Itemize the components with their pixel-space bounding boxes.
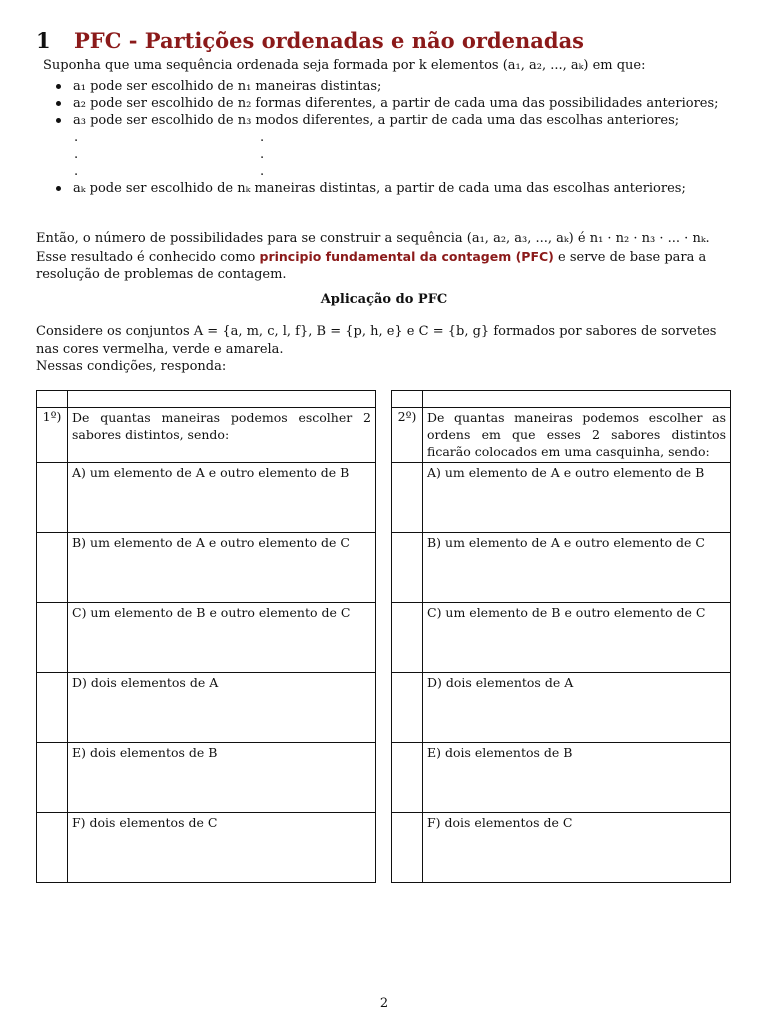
answer-item: F) dois elementos de C: [68, 813, 376, 883]
table-row: [37, 603, 376, 673]
table-row: [37, 463, 376, 533]
question-table-1: [36, 390, 376, 883]
table-row: [392, 673, 731, 743]
table-row: [392, 533, 731, 603]
answer-item: B) um elemento de A e outro elemento de C: [68, 533, 376, 603]
ellipsis-dot: .: [74, 164, 79, 179]
pfc-highlight: principio fundamental da contagem (PFC): [259, 248, 554, 264]
list-item: [54, 112, 719, 129]
section-heading: [36, 28, 584, 53]
list-item: [54, 180, 719, 197]
table-row: [392, 603, 731, 673]
answer-item: B) um elemento de A e outro elemento de C: [423, 533, 731, 603]
bullet-icon: [56, 186, 61, 191]
bullet-text: a₂ pode ser escolhido de n₂ formas diferentes, a partir de cada uma das possibilidades anteriores;: [73, 96, 719, 111]
ellipsis-dot: .: [260, 147, 265, 162]
question-text: De quantas maneiras podemos escolher as ordens em que esses 2 sabores distintos ficarão colocados em uma casquinha, sendo:: [423, 408, 731, 463]
answer-item: F) dois elementos de C: [423, 813, 731, 883]
section-title: PFC - Partições ordenadas e não ordenadas: [74, 28, 584, 53]
page-number: 2: [379, 996, 389, 1011]
table-row: [37, 391, 376, 408]
answer-item: E) dois elementos de B: [68, 743, 376, 813]
answer-item: D) dois elementos de A: [423, 673, 731, 743]
answer-item: D) dois elementos de A: [68, 673, 376, 743]
answer-item: E) dois elementos de B: [423, 743, 731, 813]
table-row: [392, 813, 731, 883]
list-item: [54, 78, 719, 95]
table-row: [392, 391, 731, 408]
question-number: 1º): [37, 408, 68, 463]
question-number: 2º): [392, 408, 423, 463]
paragraph-text: Então, o número de possibilidades para se construir a sequência (a₁, a₂, a₃, ..., aₖ) é n₁ · n₂ · n₃ · ... · nₖ. Esse resultado é conhecido como: [36, 231, 710, 265]
ellipsis-row: [54, 129, 719, 146]
table-row: [37, 408, 376, 463]
table-row: [37, 673, 376, 743]
pfc-paragraph: [36, 230, 732, 284]
answer-item: C) um elemento de B e outro elemento de C: [423, 603, 731, 673]
answer-item: C) um elemento de B e outro elemento de C: [68, 603, 376, 673]
table-row: [37, 743, 376, 813]
answer-item: A) um elemento de A e outro elemento de B: [68, 463, 376, 533]
bullet-list: [54, 78, 719, 197]
bullet-icon: [56, 118, 61, 123]
table-row: [37, 533, 376, 603]
bullet-icon: [56, 101, 61, 106]
question-table-2: [391, 390, 731, 883]
ellipsis-dot: .: [74, 147, 79, 162]
conditions-text: Considere os conjuntos A = {a, m, c, l, f}, B = {p, h, e} e C = {b, g} formados por sabores de sorvetes nas cores vermelha, verde e amarela.: [36, 324, 717, 357]
subheading: Aplicação do PFC: [320, 292, 448, 307]
ellipsis-dot: .: [74, 130, 79, 145]
answer-item: A) um elemento de A e outro elemento de B: [423, 463, 731, 533]
ellipsis-dot: .: [260, 130, 265, 145]
ellipsis-row: [54, 163, 719, 180]
paragraph-text: e serve de base para a resolução de problemas de contagem.: [36, 249, 707, 282]
bullet-text: a₁ pode ser escolhido de n₁ maneiras distintas;: [73, 79, 382, 94]
table-row: [392, 743, 731, 813]
intro-text: Suponha que uma sequência ordenada seja formada por k elementos (a₁, a₂, ..., aₖ) em que:: [43, 58, 646, 73]
section-number: 1: [36, 28, 51, 53]
conditions: [36, 323, 732, 376]
conditions-prompt: Nessas condições, responda:: [36, 359, 227, 374]
bullet-text: aₖ pode ser escolhido de nₖ maneiras distintas, a partir de cada uma das escolhas anteriores;: [73, 181, 686, 196]
table-row: [392, 408, 731, 463]
question-text: De quantas maneiras podemos escolher 2 sabores distintos, sendo:: [68, 408, 376, 463]
ellipsis-row: [54, 146, 719, 163]
list-item: [54, 95, 719, 112]
bullet-text: a₃ pode ser escolhido de n₃ modos diferentes, a partir de cada uma das escolhas anteriores;: [73, 113, 680, 128]
bullet-icon: [56, 84, 61, 89]
table-row: [392, 463, 731, 533]
table-row: [37, 813, 376, 883]
ellipsis-dot: .: [260, 164, 265, 179]
